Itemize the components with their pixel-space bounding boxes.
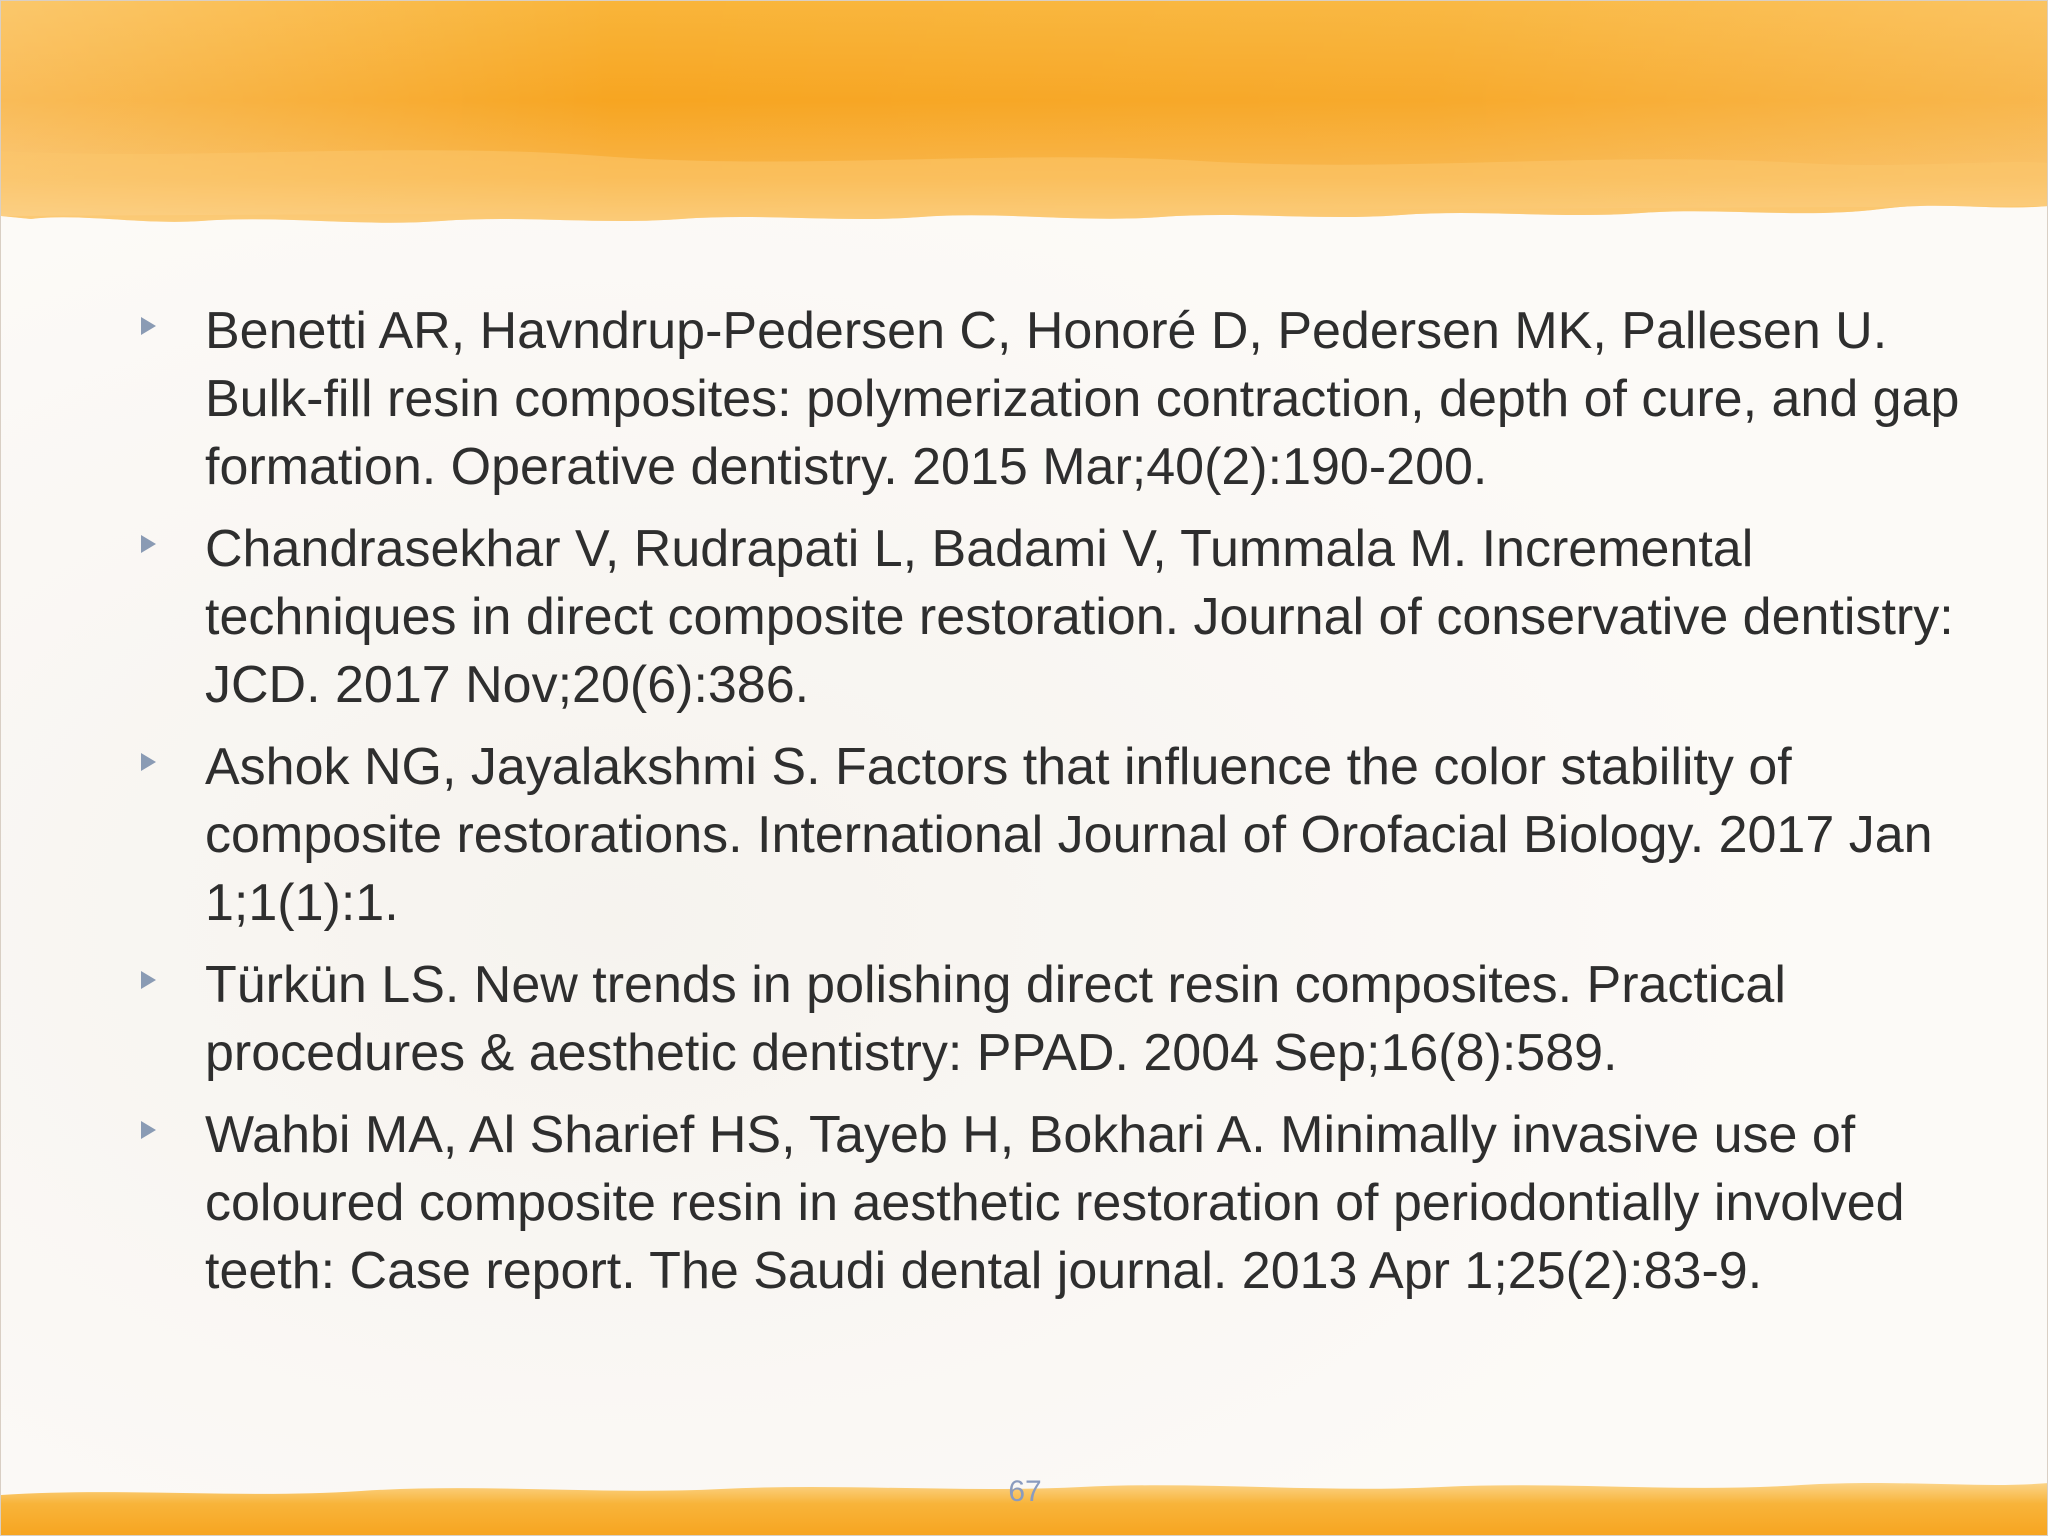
reference-item [141, 1101, 1971, 1305]
page-number: 67 [1008, 1475, 1042, 1508]
triangle-bullet-icon [141, 753, 156, 771]
reference-item [141, 297, 1971, 501]
reference-text: Ashok NG, Jayalakshmi S. Factors that influence the color stability of composite restorations. International Journal of Orofacial Biology. 2017 Jan 1;1(1):1. [205, 738, 1933, 932]
triangle-bullet-icon [141, 317, 156, 335]
triangle-bullet-icon [141, 535, 156, 553]
reference-text: Benetti AR, Havndrup-Pedersen C, Honoré D, Pedersen MK, Pallesen U. Bulk-fill resin composites: polymerization contraction, depth of cure, and gap formation. Operative dentistry. 2015 Mar;40(2):190-200. [205, 302, 1960, 496]
reference-text: Türkün LS. New trends in polishing direct resin composites. Practical procedures & aesthetic dentistry: PPAD. 2004 Sep;16(8):589. [205, 956, 1786, 1082]
reference-text: Wahbi MA, Al Sharief HS, Tayeb H, Bokhari A. Minimally invasive use of coloured composite resin in aesthetic restoration of periodontially involved teeth: Case report. The Saudi dental journal. 2013 Apr 1;25(2):83-9. [205, 1106, 1905, 1300]
reference-list-container [141, 297, 1971, 1319]
top-watercolor-band [1, 1, 2048, 251]
reference-item [141, 515, 1971, 719]
triangle-bullet-icon [141, 1121, 156, 1139]
reference-item [141, 733, 1971, 937]
reference-list [141, 297, 1971, 1305]
reference-text: Chandrasekhar V, Rudrapati L, Badami V, Tummala M. Incremental techniques in direct composite restoration. Journal of conservative dentistry: JCD. 2017 Nov;20(6):386. [205, 520, 1954, 714]
triangle-bullet-icon [141, 971, 156, 989]
reference-item [141, 951, 1971, 1087]
